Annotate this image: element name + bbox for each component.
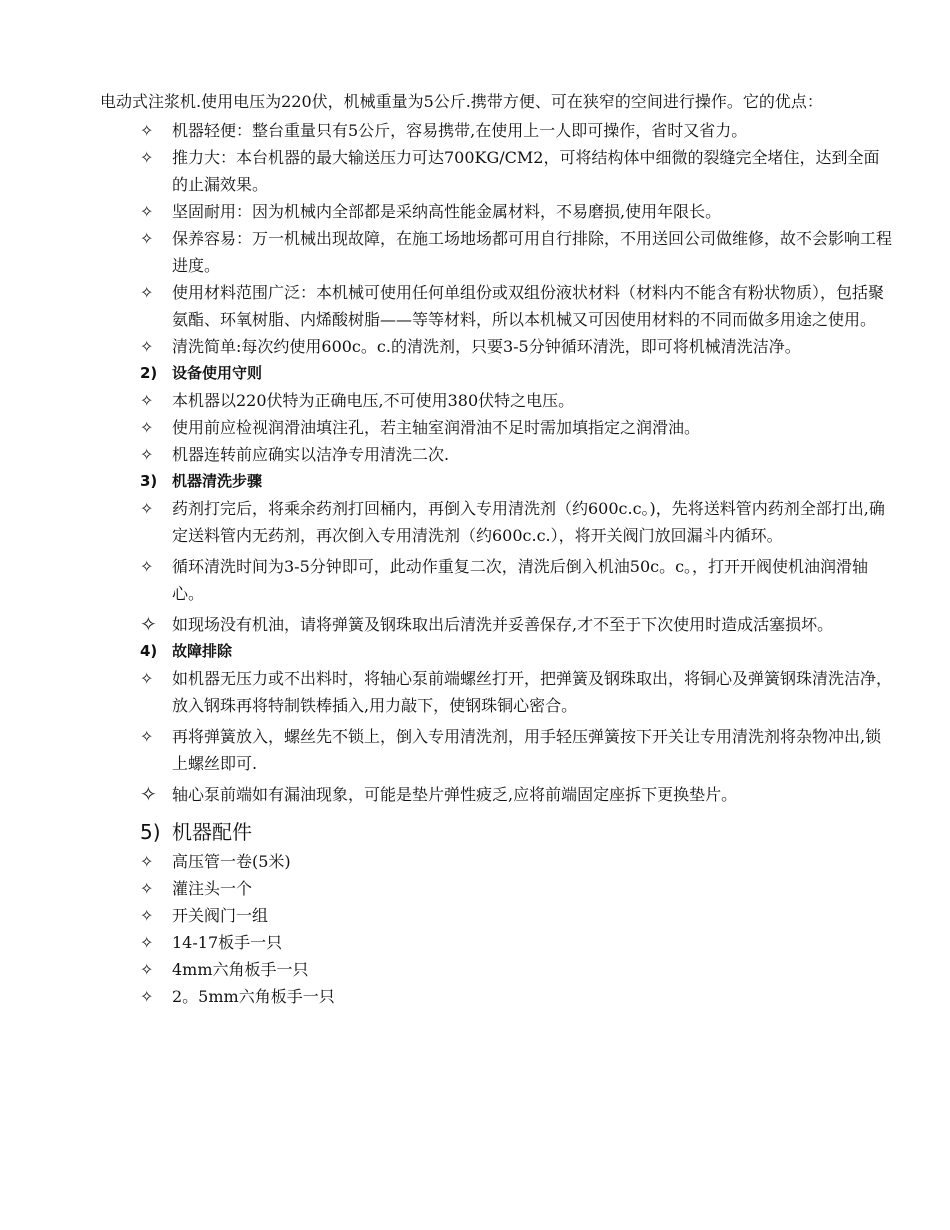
diamond-bullet-icon: ✧ <box>140 148 154 167</box>
diamond-bullet-icon: ✧ <box>140 987 154 1006</box>
diamond-bullet-icon: ✧ <box>140 283 154 302</box>
section-heading-troubleshooting: 4) 故障排除 <box>140 642 233 660</box>
list-item: ✧ 机器轻便：整台重量只有5公斤，容易携带,在使用上一人即可操作，省时又省力。 <box>100 117 895 144</box>
list-item: ✧ 14-17板手一只 <box>100 929 895 956</box>
diamond-bullet-icon: ✧ <box>140 499 154 518</box>
diamond-bullet-icon: ✧ <box>140 669 154 688</box>
list-item: ✧ 轴心泵前端如有漏油现象，可能是垫片弹性疲乏,应将前端固定座拆下更换垫片。 <box>140 782 738 806</box>
list-item: ✧ 如机器无压力或不出料时，将轴心泵前端螺丝打开，把弹簧及钢珠取出，将铜心及弹簧钢珠清洗洁净，放入钢珠再将特制铁棒插入,用力敲下，使钢珠铜心密合。 <box>100 665 895 719</box>
list-item: ✧ 机器连转前应确实以洁净专用清洗二次. <box>100 441 895 468</box>
list-item: ✧ 4mm六角板手一只 <box>100 956 895 983</box>
diamond-bullet-icon: ✧ <box>140 727 154 746</box>
list-item: ✧ 高压管一卷(5米) <box>100 848 895 875</box>
diamond-bullet-icon: ✧ <box>140 337 154 356</box>
list-item: ✧ 清洗简单:每次约使用600c。c.的清洗剂，只要3-5分钟循环清洗，即可将机械清洗洁净。 <box>100 333 895 360</box>
diamond-bullet-icon: ✧ <box>140 445 154 464</box>
list-item: ✧ 2。5mm六角板手一只 <box>100 983 895 1010</box>
list-item: ✧ 推力大：本台机器的最大输送压力可达700KG/CM2，可将结构体中细微的裂缝完全堵住，达到全面的止漏效果。 <box>100 144 895 198</box>
diamond-bullet-icon: ✧ <box>140 906 154 925</box>
diamond-bullet-icon: ✧ <box>140 391 154 410</box>
list-item: ✧ 使用前应检视润滑油填注孔，若主轴室润滑油不足时需加填指定之润滑油。 <box>100 414 895 441</box>
diamond-bullet-icon: ✧ <box>140 229 154 248</box>
section-heading-usage-rules: 2) 设备使用守则 <box>140 364 263 382</box>
list-item: ✧ 循环清洗时间为3-5分钟即可，此动作重复二次，清洗后倒入机油50c。c。，打开开阀使机油润滑轴心。 <box>100 553 895 607</box>
section-heading-cleaning-steps: 3) 机器清洗步骤 <box>140 472 263 490</box>
list-item: ✧ 药剂打完后，将乘余药剂打回桶内，再倒入专用清洗剂（约600c.c。)，先将送料管内药剂全部打出,确定送料管内无药剂，再次倒入专用清洗剂（约600c.c.），将开关阀门放回漏斗内循环。 <box>100 495 895 549</box>
section-heading-accessories: 5) 机器配件 <box>140 820 252 844</box>
diamond-bullet-icon: ✧ <box>140 418 154 437</box>
list-item: ✧ 灌注头一个 <box>100 875 895 902</box>
list-item: ✧ 保养容易：万一机械出现故障，在施工场地场都可用自行排除，不用送回公司做维修，故不会影响工程进度。 <box>100 225 895 279</box>
intro-paragraph: 电动式注浆机.使用电压为220伏，机械重量为5公斤.携带方便、可在狭窄的空间进行操作。它的优点： <box>100 92 823 111</box>
diamond-bullet-icon: ✧ <box>140 782 157 806</box>
advantages-list <box>100 117 895 360</box>
list-item: ✧ 再将弹簧放入，螺丝先不锁上，倒入专用清洗剂，用手轻压弹簧按下开关让专用清洗剂将杂物冲出,锁上螺丝即可. <box>100 723 895 777</box>
list-item: ✧ 本机器以220伏特为正确电压,不可使用380伏特之电压。 <box>100 387 895 414</box>
diamond-bullet-icon: ✧ <box>140 960 154 979</box>
list-item: ✧ 使用材料范围广泛：本机械可使用任何单组份或双组份液状材料（材料内不能含有粉状物质），包括聚氨酯、环氧树脂、内烯酸树脂——等等材料，所以本机械又可因使用材料的不同而做多用途之使用。 <box>100 279 895 333</box>
diamond-bullet-icon: ✧ <box>140 879 154 898</box>
list-item: ✧ 开关阀门一组 <box>100 902 895 929</box>
list-item: ✧ 坚固耐用：因为机械内全部都是采纳高性能金属材料，不易磨损,使用年限长。 <box>100 198 895 225</box>
list-item: ✧ 如现场没有机油，请将弹簧及钢珠取出后清洗并妥善保存,才不至于下次使用时造成活塞损坏。 <box>140 612 834 636</box>
diamond-bullet-icon: ✧ <box>140 612 157 636</box>
diamond-bullet-icon: ✧ <box>140 202 154 221</box>
diamond-bullet-icon: ✧ <box>140 557 154 576</box>
diamond-bullet-icon: ✧ <box>140 852 154 871</box>
diamond-bullet-icon: ✧ <box>140 121 154 140</box>
document-page <box>100 88 895 1010</box>
diamond-bullet-icon: ✧ <box>140 933 154 952</box>
